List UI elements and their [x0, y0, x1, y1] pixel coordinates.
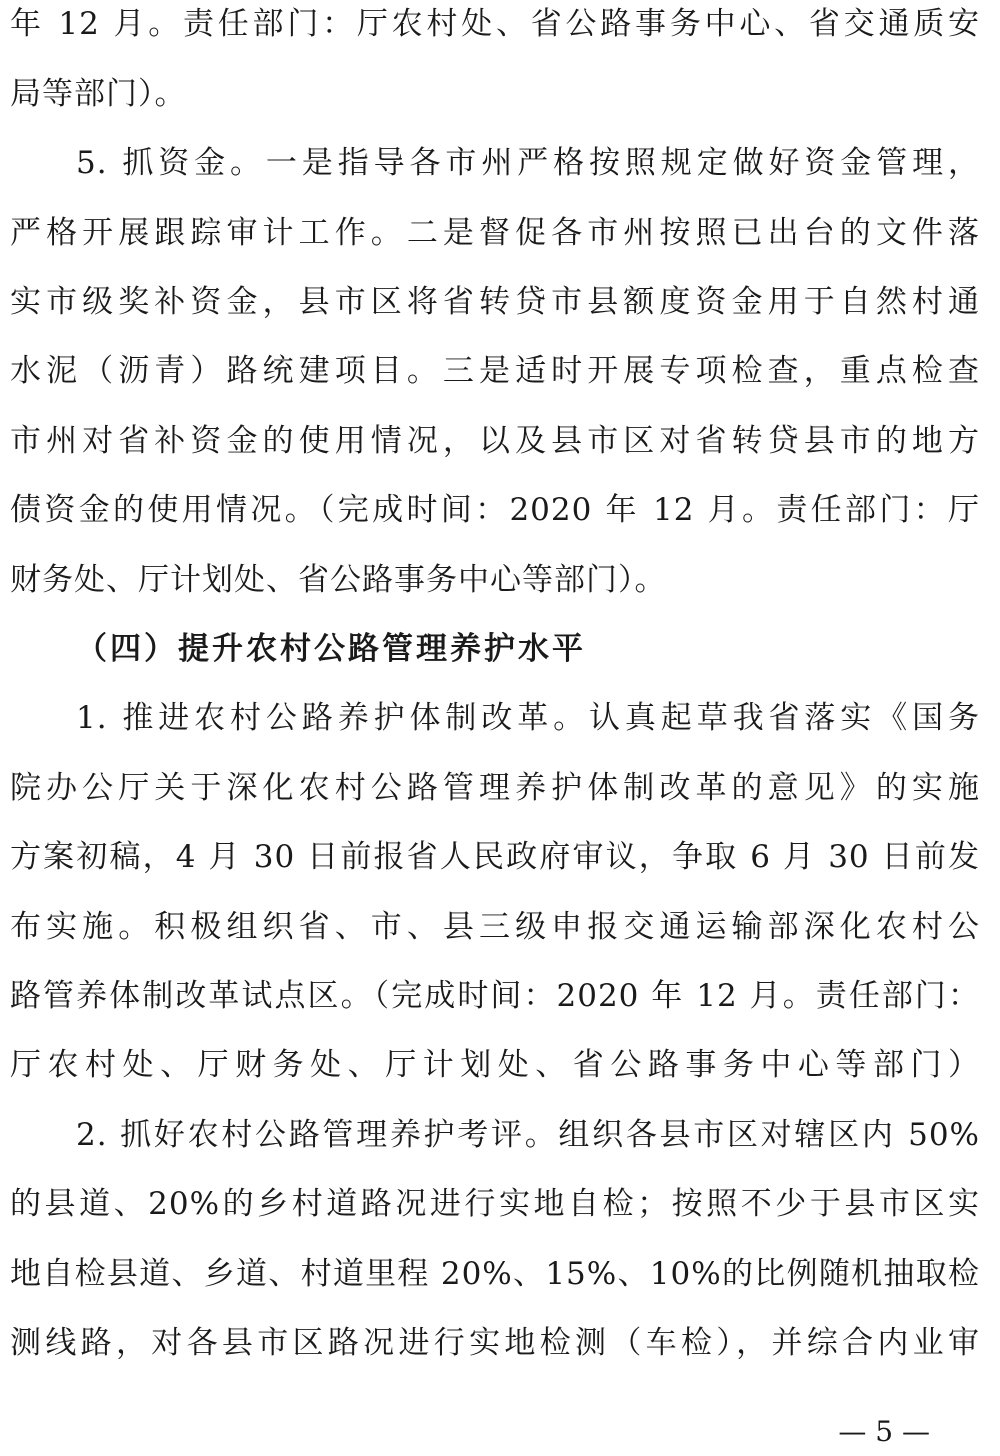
text-line-15: 路管养体制改革试点区。（完成时间：2020 年 12 月。责任部门： — [10, 978, 980, 1014]
text-line-3: 5. 抓资金。一是指导各市州严格按照规定做好资金管理， — [76, 145, 980, 181]
text-line-16: 厅农村处、厅财务处、厅计划处、省公路事务中心等部门） — [10, 1047, 980, 1083]
text-line-20: 测线路，对各县市区路况进行实地检测（车检），并综合内业审 — [10, 1325, 980, 1361]
text-line-11: 1. 推进农村公路养护体制改革。认真起草我省落实《国务 — [76, 700, 980, 736]
text-line-13: 方案初稿，4 月 30 日前报省人民政府审议，争取 6 月 30 日前发 — [10, 839, 980, 875]
text-line-8: 债资金的使用情况。（完成时间：2020 年 12 月。责任部门：厅 — [10, 492, 980, 528]
text-line-6: 水泥（沥青）路统建项目。三是适时开展专项检查，重点检查 — [10, 353, 980, 389]
text-line-7: 市州对省补资金的使用情况，以及县市区对省转贷县市的地方 — [10, 423, 980, 459]
section-heading: （四）提升农村公路管理养护水平 — [76, 631, 586, 667]
text-line-5: 实市级奖补资金，县市区将省转贷市县额度资金用于自然村通 — [10, 284, 980, 320]
text-line-17: 2. 抓好农村公路管理养护考评。组织各县市区对辖区内 50% — [76, 1117, 980, 1153]
text-line-1: 年 12 月。责任部门：厅农村处、省公路事务中心、省交通质安 — [10, 6, 980, 42]
text-line-4: 严格开展跟踪审计工作。二是督促各市州按照已出台的文件落 — [10, 215, 980, 251]
text-line-14: 布实施。积极组织省、市、县三级申报交通运输部深化农村公 — [10, 909, 980, 945]
page-number: — 5 — — [838, 1415, 930, 1448]
text-line-9: 财务处、厅计划处、省公路事务中心等部门）。 — [10, 562, 667, 598]
text-line-19: 地自检县道、乡道、村道里程 20%、15%、10%的比例随机抽取检 — [10, 1256, 980, 1292]
text-line-18: 的县道、20%的乡村道路况进行实地自检；按照不少于县市区实 — [10, 1186, 980, 1222]
page-number-container — [0, 1414, 1000, 1450]
text-line-12: 院办公厅关于深化农村公路管理养护体制改革的意见》的实施 — [10, 770, 980, 806]
text-line-2: 局等部门）。 — [10, 76, 187, 112]
